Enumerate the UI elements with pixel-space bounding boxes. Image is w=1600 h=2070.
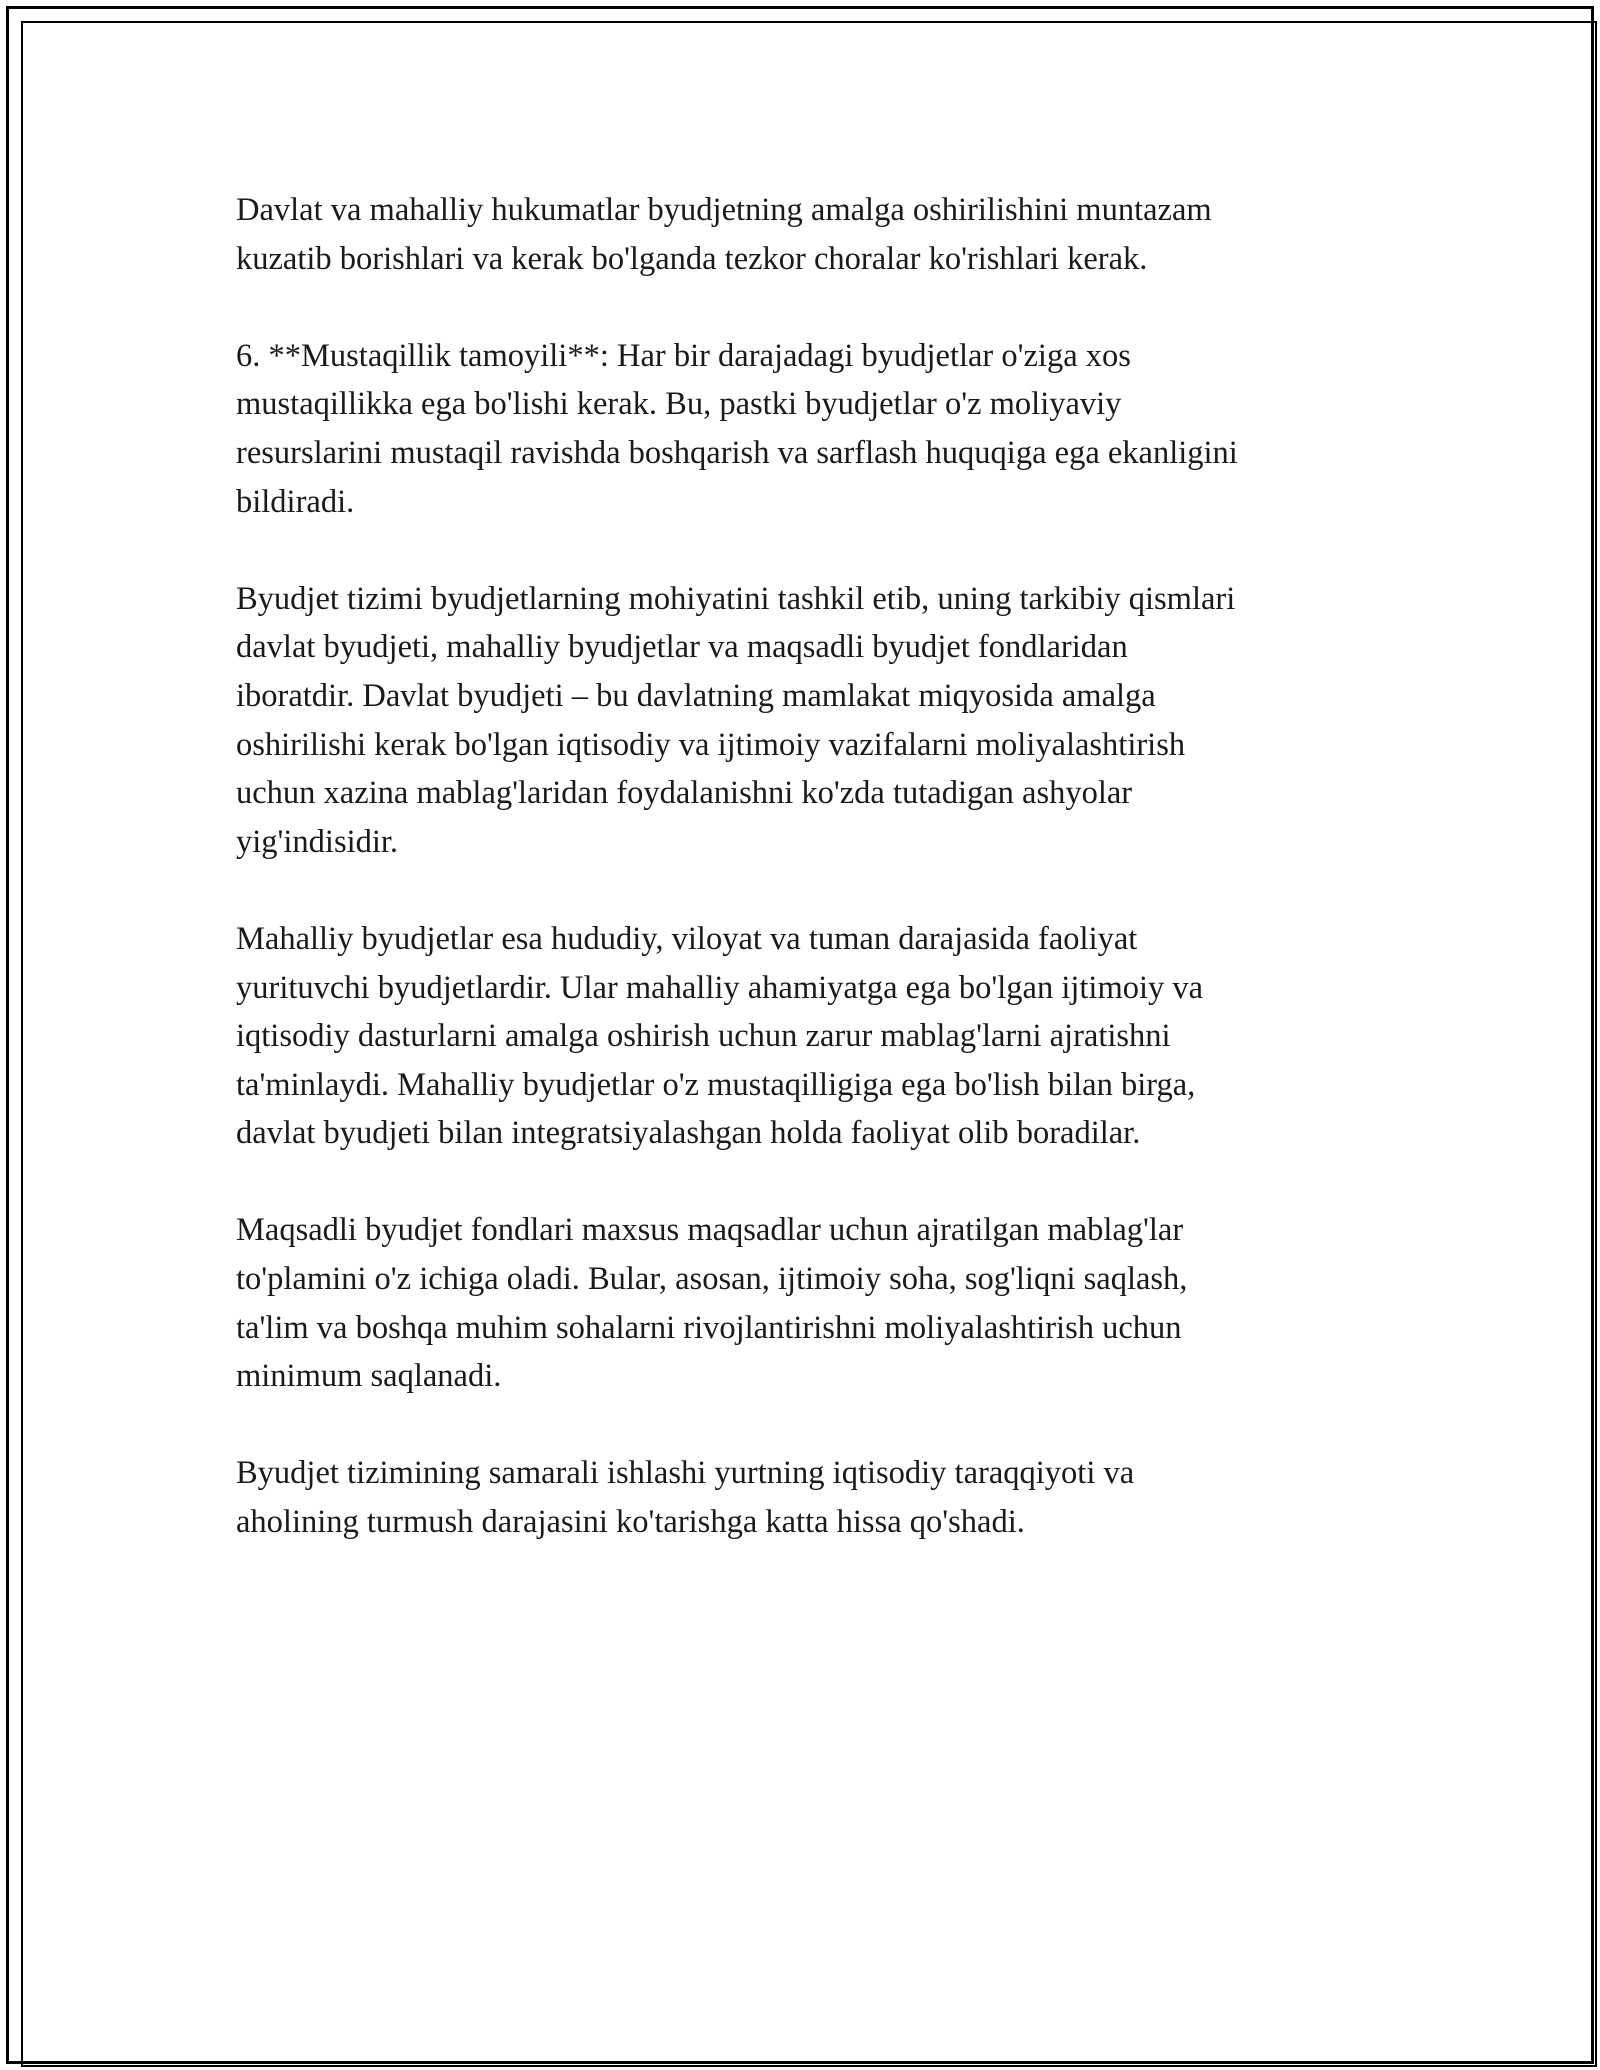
paragraph-budget-system: Byudjet tizimi byudjetlarning mohiyatini tashkil etib, uning tarkibiy qismlari davlat byudjeti, mahalliy byudjetlar va maqsadli byudjet fondlaridan iboratdir. Davlat byudjeti – bu davlatning mamlakat miqyosida amalga oshirilishi kerak bo'lgan iqtisodiy va ijtimoiy vazifalarni moliyalashtirish uchun xazina mablag'laridan foydalanishni ko'zda tutadigan ashyolar yig'indisidir. <box>236 580 1236 860</box>
paragraph-conclusion: Byudjet tizimining samarali ishlashi yurtning iqtisodiy taraqqiyoti va aholining turmush darajasini ko'tarishga katta hissa qo'shadi. <box>236 1455 1135 1541</box>
document-body <box>236 186 1386 1595</box>
paragraph-local-budgets: Mahalliy byudjetlar esa hududiy, viloyat va tuman darajasida faoliyat yurituvchi byudjetlardir. Ular mahalliy ahamiyatga ega bo'lgan ijtimoiy va iqtisodiy dasturlarni amalga oshirish uchun zarur mablag'larni ajratishni ta'minlaydi. Mahalliy byudjetlar o'z mustaqilligiga ega bo'lish bilan birga, davlat byudjeti bilan integratsiyalashgan holda faoliyat olib boradilar. <box>236 920 1204 1152</box>
paragraph-independence-principle: 6. **Mustaqillik tamoyili**: Har bir darajadagi byudjetlar o'ziga xos mustaqillikka ega bo'lishi kerak. Bu, pastki byudjetlar o'z moliyaviy resurslarini mustaqil ravishda boshqarish va sarflash huquqiga ega ekanligini bildiradi. <box>236 337 1238 520</box>
paragraph-target-funds: Maqsadli byudjet fondlari maxsus maqsadlar uchun ajratilgan mablag'lar to'plamini o'z ichiga oladi. Bular, asosan, ijtimoiy soha, sog'liqni saqlash, ta'lim va boshqa muhim sohalarni rivojlantirishni moliyalashtirish uchun minimum saqlanadi. <box>236 1212 1188 1395</box>
paragraph-monitoring: Davlat va mahalliy hukumatlar byudjetning amalga oshirilishini muntazam kuzatib borishlari va kerak bo'lganda tezkor choralar ko'rishlari kerak. <box>236 192 1212 277</box>
